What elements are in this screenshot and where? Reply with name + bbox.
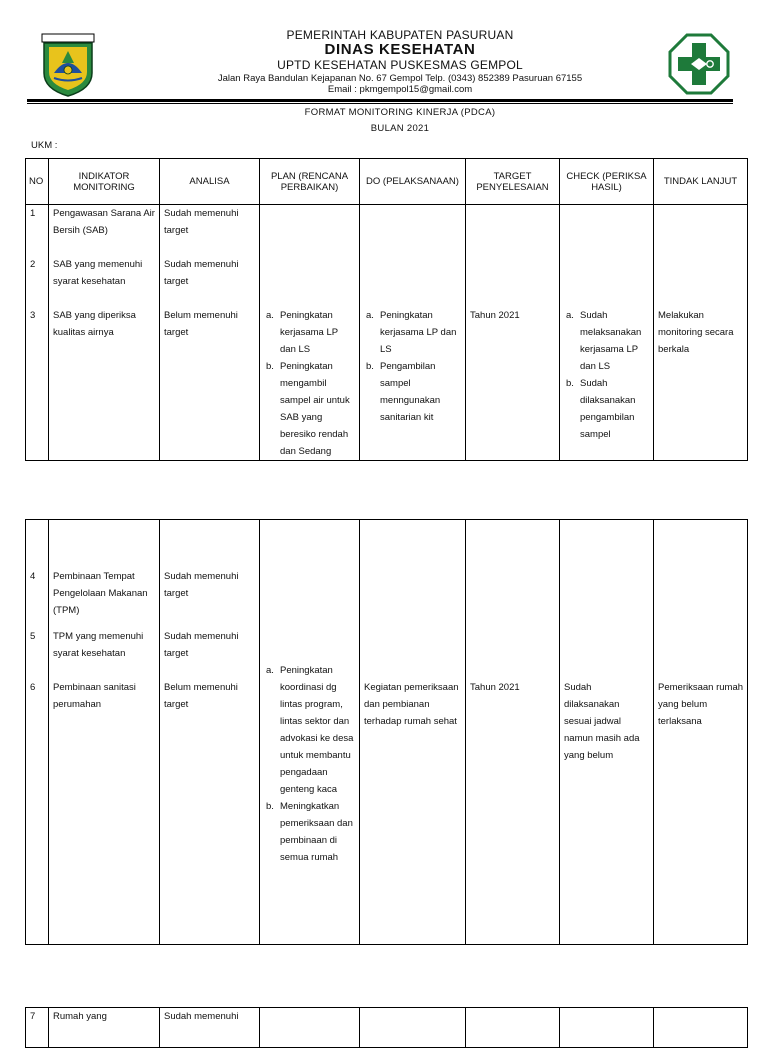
list-item: b. Peningkatan mengambil sampel air untuk SAB yang beresiko rendah dan Sedang: [266, 361, 350, 457]
table-row: [26, 205, 748, 461]
do-cell: [360, 1008, 466, 1048]
list-item: b. Meningkatkan pemeriksaan dan pembinaan di semua rumah: [266, 801, 353, 863]
check-cell: Sudah dilaksanakan sesuai jadwal namun masih ada yang belum: [560, 520, 654, 945]
letterhead: [0, 0, 768, 110]
check-cell: [560, 1008, 654, 1048]
tindak-lanjut-cell: Melakukan monitoring secara berkala: [654, 205, 748, 461]
check-list: [564, 307, 649, 443]
email: Email : pkmgempol15@gmail.com: [327, 84, 473, 95]
analisa-cell: Sudah memenuhi target Sudah memenuhi target Belum memenuhi target: [160, 520, 260, 945]
check-cell: [560, 205, 654, 461]
document-period: BULAN 2021: [370, 123, 430, 134]
list-item: a. Peningkatan kerjasama LP dan LS: [366, 310, 457, 355]
target-cell: [466, 1008, 560, 1048]
plan-cell: [260, 520, 360, 945]
col-header-target: TARGET PENYELESAIAN: [466, 159, 560, 205]
do-list: [364, 307, 461, 426]
plan-list: [264, 307, 355, 460]
no-cell: 4 5 6: [26, 520, 49, 945]
col-header-plan: PLAN (RENCANA PERBAIKAN): [260, 159, 360, 205]
puskesmas-cross-logo-icon: [668, 33, 730, 95]
col-header-indikator: INDIKATOR MONITORING: [49, 159, 160, 205]
address: Jalan Raya Bandulan Kejapanan No. 67 Gempol Telp. (0343) 852389 Pasuruan 67155: [217, 73, 583, 84]
header-rule-thick: [27, 99, 733, 102]
tindak-lanjut-cell: Pemeriksaan rumah yang belum terlaksana: [654, 520, 748, 945]
indikator-cell: Rumah yang: [49, 1008, 160, 1048]
document-title: FORMAT MONITORING KINERJA (PDCA): [304, 107, 496, 118]
col-header-check: CHECK (PERIKSA HASIL): [560, 159, 654, 205]
analisa-cell: Sudah memenuhi: [160, 1008, 260, 1048]
ukm-label: UKM :: [31, 140, 58, 151]
tindak-lanjut-cell: [654, 1008, 748, 1048]
list-item: b. Pengambilan sampel menngunakan sanitarian kit: [366, 361, 441, 423]
list-item: a. Peningkatan kerjasama LP dan LS: [266, 310, 338, 355]
plan-list: [264, 662, 355, 866]
col-header-analisa: ANALISA: [160, 159, 260, 205]
header-rule-thin: [27, 103, 733, 104]
list-item: b. Sudah dilaksanakan pengambilan sampel: [566, 378, 636, 440]
target-cell: Tahun 2021: [466, 520, 560, 945]
monitoring-table-2: [25, 519, 748, 945]
list-item: a. Peningkatan koordinasi dg lintas program, lintas sektor dan advokasi ke desa untuk membantu pengadaan genteng kaca: [266, 665, 354, 795]
monitoring-table-1: [25, 158, 748, 461]
no-cell: 7: [26, 1008, 49, 1048]
monitoring-table-3: [25, 1007, 748, 1048]
plan-cell: [260, 205, 360, 461]
table-row: [26, 520, 748, 945]
do-cell: Kegiatan pemeriksaan dan pembianan terhadap rumah sehat: [360, 520, 466, 945]
list-item: a. Sudah melaksanakan kerjasama LP dan LS: [566, 310, 642, 372]
kabupaten-pasuruan-seal-icon: [41, 33, 95, 97]
no-cell: 1 2 3: [26, 205, 49, 461]
col-header-tindak: TINDAK LANJUT: [654, 159, 748, 205]
unit-name: UPTD KESEHATAN PUSKESMAS GEMPOL: [277, 58, 523, 72]
do-cell: [360, 205, 466, 461]
target-cell: Tahun 2021: [466, 205, 560, 461]
indikator-cell: Pengawasan Sarana Air Bersih (SAB) SAB yang memenuhi syarat kesehatan SAB yang diperiksa kualitas airnya: [49, 205, 160, 461]
analisa-cell: Sudah memenuhi target Sudah memenuhi target Belum memenuhi target: [160, 205, 260, 461]
government-name: PEMERINTAH KABUPATEN PASURUAN: [286, 28, 514, 42]
col-header-do: DO (PELAKSANAAN): [360, 159, 466, 205]
table-row: [26, 1008, 748, 1048]
agency-name: DINAS KESEHATAN: [324, 41, 476, 58]
plan-cell: [260, 1008, 360, 1048]
col-header-no: NO: [26, 159, 49, 205]
table-header-row: [26, 159, 748, 205]
indikator-cell: Pembinaan Tempat Pengelolaan Makanan (TPM) TPM yang memenuhi syarat kesehatan Pembinaan sanitasi perumahan: [49, 520, 160, 945]
